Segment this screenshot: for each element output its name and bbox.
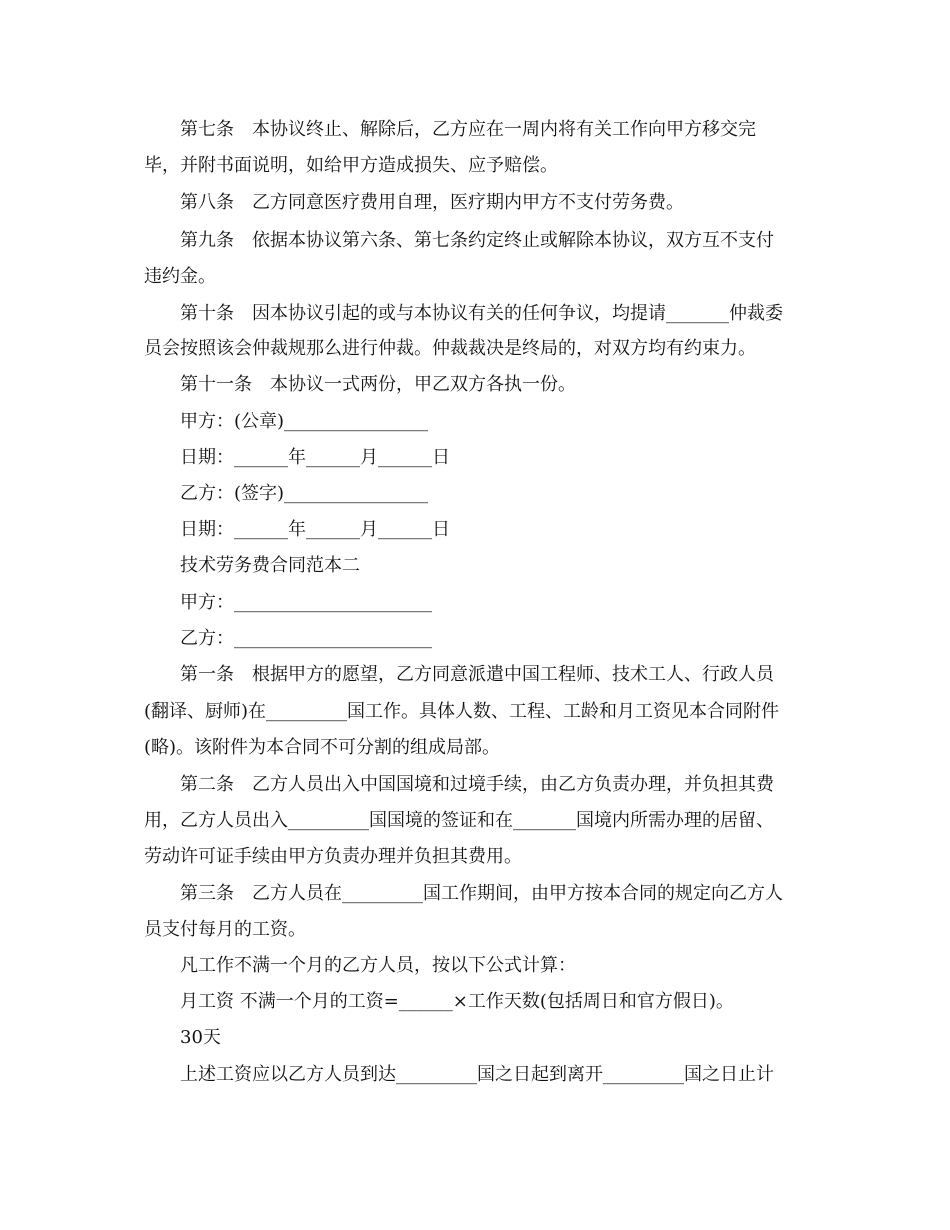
t2-article-1-line-2: (翻译、厨师)在_________国工作。具体人数、工程、工龄和月工资见本合同附件 — [144, 701, 780, 722]
date-line-1: 日期：______年______月______日 — [180, 447, 450, 468]
article-7-line-1: 第七条 本协议终止、解除后，乙方应在一周内将有关工作向甲方移交完 — [180, 119, 756, 140]
salary-period-line: 上述工资应以乙方人员到达_________国之日起到离开_________国之日止计 — [180, 1064, 774, 1085]
t2-article-2-line-3: 劳动许可证手续由甲方负责办理并负担其费用。 — [144, 846, 522, 867]
article-11-line: 第十一条 本协议一式两份，甲乙双方各执一份。 — [180, 374, 576, 395]
t2-article-3-line-2: 员支付每月的工资。 — [144, 919, 306, 940]
article-10-line-2: 员会按照该会仲裁规那么进行仲裁。仲裁裁决是终局的，对双方均有约束力。 — [144, 338, 756, 359]
t2-article-2-line-2: 用，乙方人员出入_________国国境的签证和在_______国境内所需办理的居留、 — [144, 810, 774, 831]
date-line-2: 日期：______年______月______日 — [180, 519, 450, 540]
t2-article-3-line-1: 第三条 乙方人员在_________国工作期间，由甲方按本合同的规定向乙方人 — [180, 883, 783, 904]
t2-article-1-line-1: 第一条 根据甲方的愿望，乙方同意派遣中国工程师、技术工人、行政人员 — [180, 664, 774, 685]
template-2-title: 技术劳务费合同范本二 — [180, 555, 360, 576]
party-a-seal-line: 甲方：(公章)________________ — [180, 411, 429, 432]
article-9-line-2: 违约金。 — [144, 266, 216, 287]
article-10-line-1: 第十条 因本协议引起的或与本协议有关的任何争议，均提请_______仲裁委 — [180, 303, 783, 324]
t2-article-1-line-3: (略)。该附件为本合同不可分割的组成局部。 — [144, 737, 501, 758]
salary-formula-line: 月工资 不满一个月的工资=______×工作天数(包括周日和官方假日)。 — [180, 991, 734, 1012]
article-7-line-2: 毕，并附书面说明，如给甲方造成损失、应予赔偿。 — [144, 155, 558, 176]
partial-month-rule: 凡工作不满一个月的乙方人员，按以下公式计算： — [180, 955, 576, 976]
template-2-party-a: 甲方：______________________ — [180, 592, 432, 613]
t2-article-2-line-1: 第二条 乙方人员出入中国国境和过境手续，由乙方负责办理，并负担其费 — [180, 774, 774, 795]
template-2-party-b: 乙方：______________________ — [180, 628, 432, 649]
party-b-sign-line: 乙方：(签字)________________ — [180, 483, 429, 504]
article-8-line: 第八条 乙方同意医疗费用自理，医疗期内甲方不支付劳务费。 — [180, 192, 684, 213]
formula-denominator: 30天 — [180, 1027, 221, 1048]
article-9-line-1: 第九条 依据本协议第六条、第七条约定终止或解除本协议，双方互不支付 — [180, 230, 774, 251]
